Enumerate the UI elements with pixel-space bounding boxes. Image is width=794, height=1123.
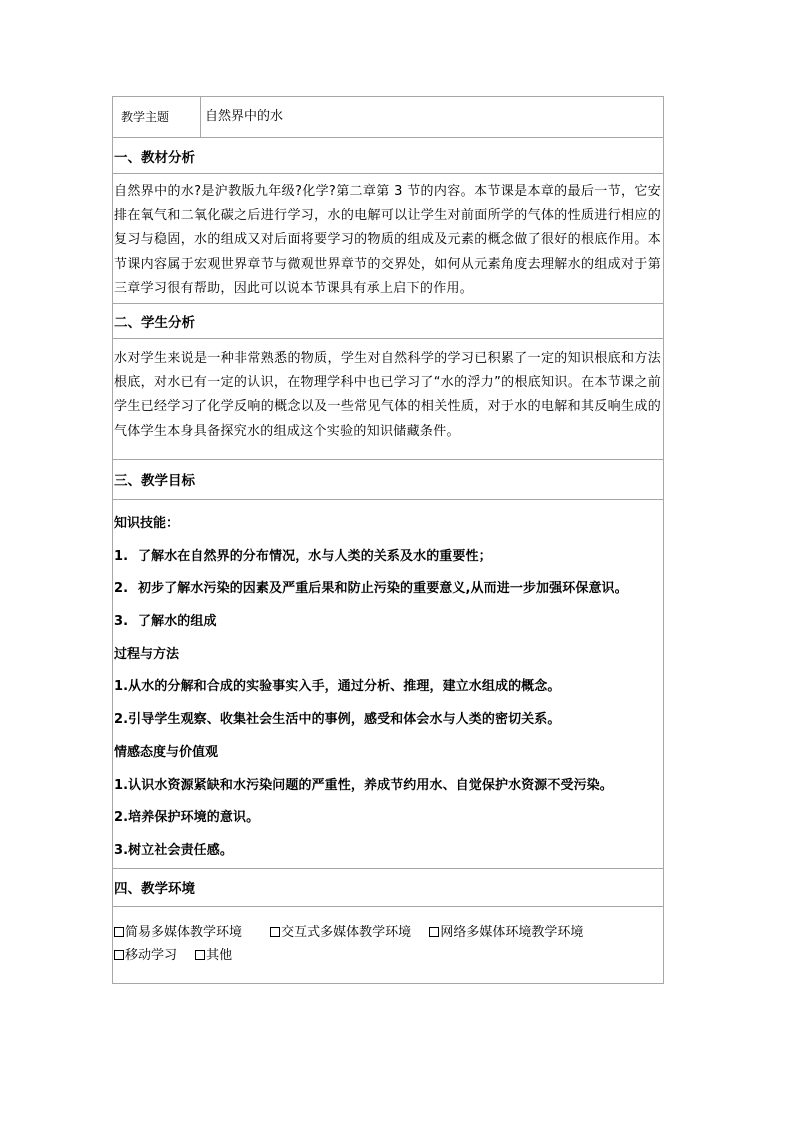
environment-options-row [114, 921, 663, 944]
knowledge-item: 1. 了解水在自然界的分布情况，水与人类的关系及水的重要性； [114, 548, 492, 564]
environment-options-row [114, 944, 663, 967]
topic-value: 自然界中的水 [205, 109, 284, 124]
emotion-item: 3.树立社会责任感。 [114, 842, 233, 858]
student-analysis-text: 水对学生来说是一种非常熟悉的物质，学生对自然科学的学习已积累了一定的知识根底和方法根底，对水已有一定的认识，在物理学科中也已学习了“水的浮力”的根底知识。在本节课之前学生已经学习了化学反响的概念以及一些常见气体的相关性质，对于水的电解和其反响生成的气体学生本身具备探究水的组成这个实验的知识储藏条件。 [113, 339, 663, 460]
emotion-values-title: 情感态度与价值观 [114, 744, 219, 760]
option-mobile-learning[interactable]: 移动学习 [114, 944, 177, 967]
option-simple-multimedia[interactable]: 简易多媒体教学环境 [114, 921, 242, 944]
textbook-analysis-text: 自然界中的水?是沪教版九年级?化学?第二章第 3 节的内容。本节课是本章的最后一节，它安排在氧气和二氧化碳之后进行学习，水的电解可以让学生对前面所学的气体的性质进行相应的复习与稳固，水的组成又对后面将要学习的物质的组成及元素的概念做了很好的根底作用。本节课内容属于宏观世界章节与微观世界章节的交界处，如何从元素角度去理解水的组成对于第三章学习很有帮助，因此可以说本节课具有承上启下的作用。 [113, 174, 663, 304]
section-heading-teaching-goals: 三、教学目标 [113, 460, 663, 500]
section-heading-teaching-environment: 四、教学环境 [113, 869, 663, 907]
section-heading-student-analysis: 二、学生分析 [113, 304, 663, 339]
teaching-goals-body [113, 500, 663, 869]
checkbox-icon[interactable] [114, 927, 124, 937]
knowledge-item: 3. 了解水的组成 [114, 614, 217, 630]
option-other[interactable]: 其他 [195, 944, 232, 967]
checkbox-icon[interactable] [429, 927, 439, 937]
option-network-multimedia[interactable]: 网络多媒体环境教学环境 [429, 921, 583, 944]
topic-row [113, 97, 663, 138]
process-method-title: 过程与方法 [114, 646, 180, 662]
checkbox-icon[interactable] [270, 927, 280, 937]
emotion-item: 1.认识水资源紧缺和水污染问题的严重性，养成节约用水、自觉保护水资源不受污染。 [114, 777, 613, 793]
process-item: 2.引导学生观察、收集社会生活中的事例，感受和体会水与人类的密切关系。 [114, 712, 561, 728]
option-interactive-multimedia[interactable]: 交互式多媒体教学环境 [270, 921, 411, 944]
checkbox-icon[interactable] [195, 950, 205, 960]
process-item: 1.从水的分解和合成的实验事实入手，通过分析、推理，建立水组成的概念。 [114, 679, 561, 695]
checkbox-icon[interactable] [114, 950, 124, 960]
knowledge-item: 2. 初步了解水污染的因素及严重后果和防止污染的重要意义,从而进一步加强环保意识。 [114, 581, 628, 597]
teaching-environment-options [113, 907, 663, 983]
emotion-item: 2.培养保护环境的意识。 [114, 810, 260, 826]
knowledge-skills-title: 知识技能： [114, 516, 180, 531]
section-heading-textbook-analysis: 一、教材分析 [113, 138, 663, 174]
topic-label: 教学主题 [113, 97, 201, 137]
lesson-plan-table [112, 96, 664, 984]
